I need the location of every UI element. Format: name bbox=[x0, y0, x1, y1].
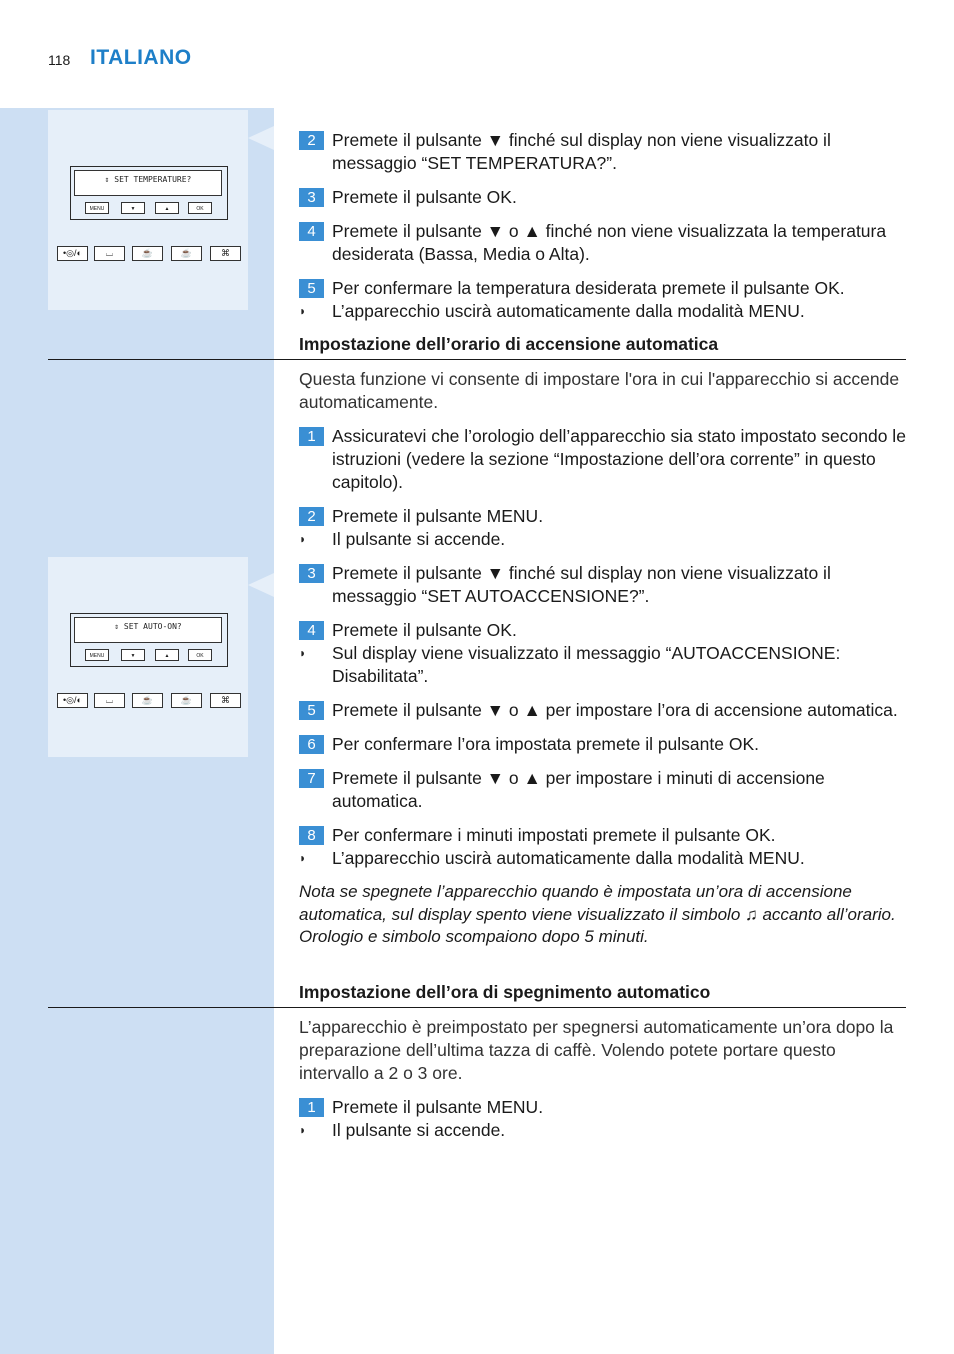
step-text: Premete il pulsante ▼ o ▲ finché non viene visualizzata la temperatura desiderata (Bassa, Media o Alta). bbox=[332, 221, 887, 264]
result-arrow-icon: ◗ bbox=[299, 532, 307, 546]
step-text: Per confermare l’ora impostata premete il pulsante OK. bbox=[332, 734, 759, 754]
lcd-text: ⇕ SET TEMPERATURE? bbox=[104, 175, 192, 184]
large-cup-icon: ☕ bbox=[171, 246, 202, 261]
ok-button-graphic: OK bbox=[188, 649, 212, 661]
step-text: Assicuratevi che l’orologio dell’apparecchio sia stato impostato secondo le istruzioni (vedere la sezione “Impostazione dell’ora corrente” in questo capitolo). bbox=[332, 426, 906, 492]
step-item bbox=[299, 277, 906, 300]
result-arrow-icon: ◗ bbox=[299, 1123, 307, 1137]
lcd-display bbox=[74, 170, 222, 196]
step-number: 5 bbox=[299, 279, 324, 298]
control-panel bbox=[70, 613, 228, 667]
step-item bbox=[299, 562, 906, 608]
step-text: Premete il pulsante MENU. bbox=[332, 506, 544, 526]
step-item bbox=[299, 505, 906, 528]
result-item bbox=[299, 642, 906, 688]
step-text: Per confermare i minuti impostati premete il pulsante OK. bbox=[332, 825, 776, 845]
figure-pointer bbox=[248, 126, 274, 150]
result-item bbox=[299, 300, 906, 323]
coffee-cup-icon: ☕ bbox=[132, 246, 163, 261]
step-item bbox=[299, 767, 906, 813]
section-heading-auto-on: Impostazione dell’orario di accensione automatica bbox=[299, 334, 719, 354]
espresso-cup-icon: ⌴ bbox=[94, 246, 125, 261]
auto-off-content bbox=[299, 1016, 906, 1142]
note-text: Nota se spegnete l’apparecchio quando è impostata un’ora di accensione automatica, sul display spento viene visualizzato il simbolo ♫ accanto all’orario. Orologio e simbolo scompaiono dopo 5 minuti. bbox=[299, 882, 896, 946]
step-number: 8 bbox=[299, 826, 324, 845]
result-text: Il pulsante si accende. bbox=[332, 529, 506, 549]
section-divider bbox=[48, 359, 906, 360]
step-item bbox=[299, 186, 906, 209]
step-item bbox=[299, 129, 906, 175]
result-item bbox=[299, 847, 906, 870]
espresso-cup-icon: ⌴ bbox=[94, 693, 125, 708]
auto-on-content bbox=[299, 368, 906, 949]
step-item bbox=[299, 824, 906, 847]
control-panel bbox=[70, 166, 228, 220]
step-item bbox=[299, 733, 906, 756]
machine-icon-row bbox=[57, 693, 242, 709]
machine-icon-row bbox=[57, 246, 242, 262]
step-text: Premete il pulsante OK. bbox=[332, 620, 517, 640]
step-item bbox=[299, 220, 906, 266]
hot-water-icon: ⌘ bbox=[210, 246, 241, 261]
step-item bbox=[299, 425, 906, 494]
large-cup-icon: ☕ bbox=[171, 693, 202, 708]
down-button-graphic: ▼ bbox=[121, 202, 145, 214]
result-text: Il pulsante si accende. bbox=[332, 1120, 506, 1140]
aroma-icon: •◎/◐ bbox=[57, 693, 88, 708]
figure-pointer bbox=[248, 573, 274, 597]
section-heading-auto-off: Impostazione dell’ora di spegnimento automatico bbox=[299, 982, 711, 1002]
step-text: Premete il pulsante ▼ finché sul display non viene visualizzato il messaggio “SET AUTOACCENSIONE?”. bbox=[332, 563, 831, 606]
step-text: Premete il pulsante OK. bbox=[332, 187, 517, 207]
step-number: 6 bbox=[299, 735, 324, 754]
step-number: 3 bbox=[299, 188, 324, 207]
result-text: L’apparecchio uscirà automaticamente dalla modalità MENU. bbox=[332, 301, 805, 321]
lcd-text: ⇕ SET AUTO-ON? bbox=[114, 622, 182, 631]
result-item bbox=[299, 528, 906, 551]
step-item bbox=[299, 619, 906, 642]
step-text: Premete il pulsante ▼ o ▲ per impostare i minuti di accensione automatica. bbox=[332, 768, 825, 811]
result-arrow-icon: ◗ bbox=[299, 646, 307, 660]
ok-button-graphic: OK bbox=[188, 202, 212, 214]
step-number: 3 bbox=[299, 564, 324, 583]
result-text: L’apparecchio uscirà automaticamente dalla modalità MENU. bbox=[332, 848, 805, 868]
result-arrow-icon: ◗ bbox=[299, 304, 307, 318]
up-button-graphic: ▲ bbox=[155, 202, 179, 214]
hot-water-icon: ⌘ bbox=[210, 693, 241, 708]
result-arrow-icon: ◗ bbox=[299, 851, 307, 865]
step-text: Premete il pulsante ▼ o ▲ per impostare l’ora di accensione automatica. bbox=[332, 700, 898, 720]
step-text: Per confermare la temperatura desiderata premete il pulsante OK. bbox=[332, 278, 845, 298]
step-number: 7 bbox=[299, 769, 324, 788]
step-number: 1 bbox=[299, 427, 324, 446]
step-item bbox=[299, 1096, 906, 1119]
up-button-graphic: ▲ bbox=[155, 649, 179, 661]
section-intro: Questa funzione vi consente di impostare l'ora in cui l'apparecchio si accende automaticamente. bbox=[299, 369, 900, 412]
section-intro: L’apparecchio è preimpostato per spegnersi automaticamente un’ora dopo la preparazione dell’ultima tazza di caffè. Volendo potete portare questo intervallo a 2 o 3 ore. bbox=[299, 1017, 894, 1083]
step-number: 4 bbox=[299, 621, 324, 640]
figure-set-auto-on bbox=[48, 557, 248, 757]
down-button-graphic: ▼ bbox=[121, 649, 145, 661]
step-item bbox=[299, 699, 906, 722]
language-title: ITALIANO bbox=[90, 46, 192, 69]
step-number: 1 bbox=[299, 1098, 324, 1117]
step-text: Premete il pulsante MENU. bbox=[332, 1097, 544, 1117]
step-number: 2 bbox=[299, 507, 324, 526]
result-text: Sul display viene visualizzato il messaggio “AUTOACCENSIONE: Disabilitata”. bbox=[332, 643, 841, 686]
step-number: 4 bbox=[299, 222, 324, 241]
step-text: Premete il pulsante ▼ finché sul display non viene visualizzato il messaggio “SET TEMPERATURA?”. bbox=[332, 130, 831, 173]
coffee-cup-icon: ☕ bbox=[132, 693, 163, 708]
page-number: 118 bbox=[48, 52, 71, 68]
aroma-icon: •◎/◐ bbox=[57, 246, 88, 261]
temperature-steps bbox=[299, 129, 906, 323]
menu-button-graphic: MENU bbox=[85, 649, 109, 661]
figure-set-temperature bbox=[48, 110, 248, 310]
step-number: 5 bbox=[299, 701, 324, 720]
menu-button-graphic: MENU bbox=[85, 202, 109, 214]
step-number: 2 bbox=[299, 131, 324, 150]
result-item bbox=[299, 1119, 906, 1142]
section-divider bbox=[48, 1007, 906, 1008]
lcd-display bbox=[74, 617, 222, 643]
